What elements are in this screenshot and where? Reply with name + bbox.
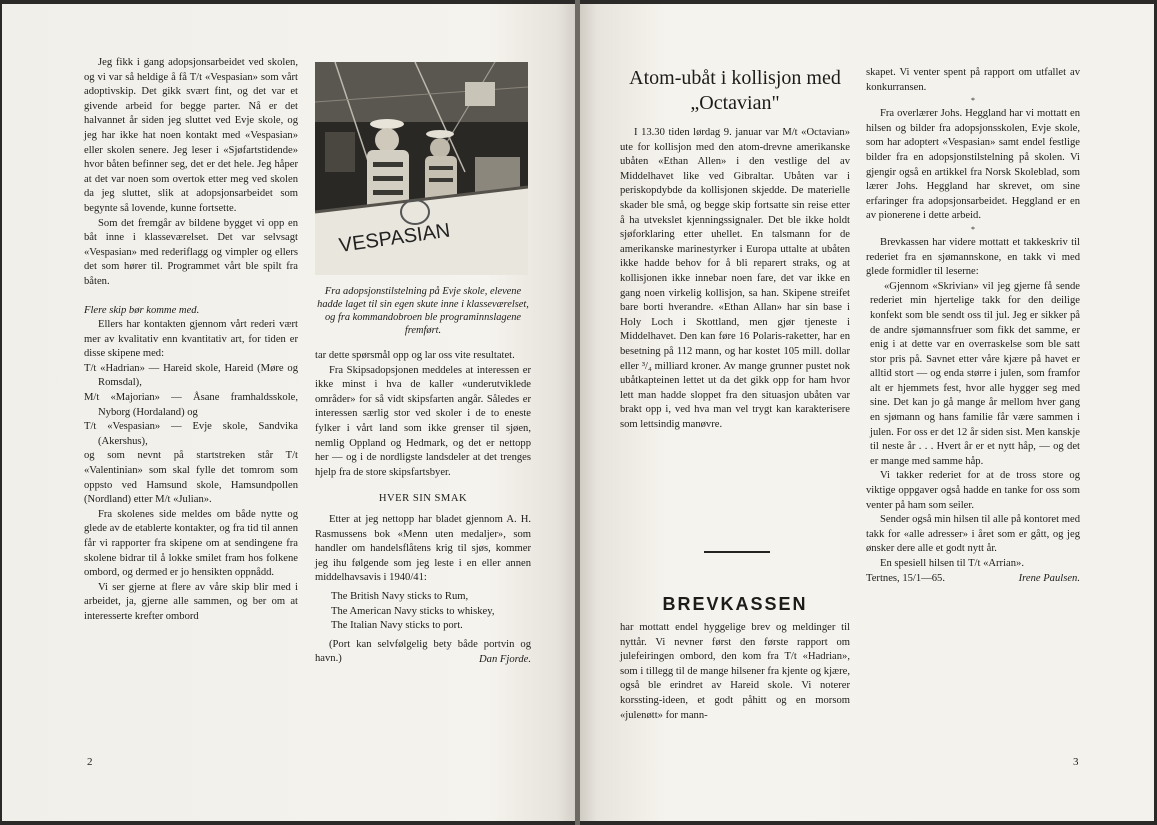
left-column-2	[315, 349, 531, 667]
paragraph: Ellers har kontakten gjennom vårt rederi vært mer av kvalitativ enn kvantitativ art, for tiden er disse skipene med:	[84, 319, 298, 360]
list-item: T/t «Hadrian» — Hareid skole, Hareid (Møre og Romsdal),	[84, 362, 298, 389]
subheading: Flere skip bør komme med.	[84, 304, 200, 316]
ship-name-painted: VESPASIAN	[337, 219, 452, 257]
paragraph: I 13.30 tiden lørdag 9. januar var M/t «Octavian» ute for kollisjon med den atom-drevne amerikanske ubåten «Ethan Allen» i den vestlige del av Middelhavet like ved Gibraltar. Ubåten var i periskopdybde da kollisjonen skjedde. De materielle skader ble små, og begge skip fortsatte sin reise etter å ha utvekslet kjenningssignaler. Det ble ikke holdt sjøforklaring etter uhellet. En talsmann for de amerikanske marinestyrker i Europa uttalte at ubåten ikke hadde behov for å bli reparert straks, og at kollisjonen ikke innebar noen fare, det var ikke en gang noen virkelig kollisjon, sa han. Skipene streifet bare borti hverandre. «Ethan Allan» har sin base i Holy Loch i Skottland, men gjør tjeneste i Middelhavet. Den kan føre 16 Polaris-raketter, har en besetning på 112 mann, og har kostet 105 mill. dollar eller ³/₄ milliard kroner. Av mange grunner pustet nok ubåtkapteinen lettet ut da det gikk opp for ham hvor lett man hadde sloppet fra den situasjon ubåten var brakt opp i, ved hva man vel trygt kan karakterisere som lettsindig manøvre.	[620, 127, 850, 430]
letter-signature	[866, 572, 1080, 587]
list-item: M/t «Majorian» — Åsane framhaldsskole, Nyborg (Hordaland) og	[84, 392, 298, 418]
brevkassen-heading: BREVKASSEN	[662, 594, 808, 614]
signer-name: Irene Paulsen.	[1018, 572, 1080, 584]
classroom-ship-photo	[315, 62, 528, 275]
paragraph: Fra skolenes side meldes om både nytte og glede av de etablerte kontakter, og fra tid til annen får vi rapporter fra skipene om at sendingene fra skolene bidrar til å lokke smilet fram hos folkene ombord, og dermed er jo hensikten oppnådd.	[84, 508, 298, 579]
place-date: Tertnes, 15/1—65.	[866, 572, 945, 584]
verse-line: The Italian Navy sticks to port.	[331, 620, 463, 632]
left-column-1	[84, 56, 298, 625]
paragraph: tar dette spørsmål opp og lar oss vite resultatet.	[315, 350, 515, 361]
list-item: T/t «Vespasian» — Evje skole, Sandvika (Akershus),	[84, 421, 298, 447]
right-column-1	[620, 126, 850, 432]
separator-asterisk: *	[971, 96, 975, 106]
paragraph: (Port kan selvfølgelig bety både portvin og havn.)	[315, 638, 531, 665]
paragraph: Vi ser gjerne at flere av våre skip blir med i arbeidet, ja, gjerne alle sammen, og ber om at interesserte krefter ombord	[84, 581, 298, 622]
right-column-2	[866, 66, 1080, 586]
brevkassen-intro	[620, 621, 850, 723]
section-divider	[704, 551, 770, 553]
verse-line: The American Navy sticks to whiskey,	[331, 605, 495, 617]
paragraph: Vi takker rederiet for at de tross store og viktige oppgaver også hadde en tanke for oss som venter på ham som seiler.	[866, 470, 1080, 511]
verse-line: The British Navy sticks to Rum,	[331, 590, 469, 602]
photo-caption: Fra adopsjonstilstelning på Evje skole, elevene hadde laget til sin egen skute inne i klasseværelset, og fra kommandobroen ble programinnslagene fremført.	[317, 286, 529, 336]
paragraph: Fra Skipsadopsjonen meddeles at interessen er ikke minst i hva de kaller «underutviklede områder» for så vidt skipsfarten angår. Således er interessen særlig stor ved skoler i de to eneste fylker i vårt land som ikke grenser til sjøen, nemlig Oppland og Hedmark, og det er nettopp her — og i de nordligste landsdeler at det trenges hjelp fra de store skipsfartsbyer.	[315, 364, 531, 478]
left-page	[2, 4, 575, 821]
page-number: 3	[1073, 756, 1079, 768]
separator-asterisk: *	[971, 224, 975, 234]
section-heading: HVER SIN SMAK	[378, 493, 468, 505]
paragraph: har mottatt endel hyggelige brev og meldinger til nyttår. Vi nevner først den første rapport om julefeiringen ombord, den kom fra T/t «Hadrian», som i tillegg til de mange hilsener fra kjente og kjære, også ble erindret av Hareid skole. Vi noterer korssting-ideen, et godt påhitt og en morsom «julenøtt» for mann-	[620, 622, 850, 721]
paragraph: og som nevnt på startstreken står T/t «Valentinian» som skal fylle det tomrom som oppsto ved Hamsund skole, Hamsundpollen (Nordland) etter M/t «Julian».	[84, 450, 298, 506]
paragraph: Som det fremgår av bildene bygget vi opp en båt inne i klasseværelset. Det var selvsagt «Vespasian» med rederiflagg og vimpler og ellers det som hører til. Programmet vårt ble spilt fra båten.	[84, 217, 298, 287]
author-signature: Dan Fjorde.	[479, 653, 531, 665]
right-page	[580, 4, 1154, 821]
paragraph: Sender også min hilsen til alle på kontoret med takk for «alle adresser» i året som er gått, og jeg ønsker dere alle et godt nytt år.	[866, 514, 1080, 555]
paragraph: Etter at jeg nettopp har bladet gjennom A. H. Rasmussens bok «Menn uten medaljer», som handler om handelsflåtens krig til sjøs, kommer jeg ihu følgende som jeg leste i en eller annen middelhavsavis i 1940/41:	[315, 513, 531, 584]
quoted-letter: «Gjennom «Skrivian» vil jeg gjerne få sende rederiet min hjertelige takk for den deilige konfekt som ble sendt oss til jul. Jeg er sikker på de andre sjømannsfruer som fikk det samme, er enig i at dette var en overraskelse som ble satt stor pris på. Savnet etter våre kjære på havet er alltid stort — og enda større i julen, som framfor alt er hjemmets fest, hvor alle hygger seg med sine. Det kan jo gå mange år mellom hver gang en sjømann og hans familie får være sammen i julen. For oss er det 12 år siden sist. Men kanskje til neste år . . . Hvert år er et nytt håp, — og det er mange med samme håp.	[870, 280, 1080, 467]
page-number: 2	[87, 756, 93, 768]
paragraph: Fra overlærer Johs. Heggland har vi mottatt en hilsen og bilder fra adopsjonsskolen, Evje skole, som har adoptert «Vespasian» samt endel festlige bilder fra en adopsjonstilstelning på skolen. Vi gjengir også en artikkel fra Norsk Skoleblad, som lærer Johs. Heggland har skrevet, om sine erfaringer fra adopsjonsarbeidet. Heggland er en av pionerene i dette arbeid.	[866, 108, 1080, 222]
article-title: Atom-ubåt i kollisjon med „Octavian"	[629, 67, 841, 114]
paragraph: En spesiell hilsen til T/t «Arrian».	[880, 558, 1024, 569]
paragraph: Brevkassen har videre mottatt et takkeskriv til rederiet fra en sjømannskone, en takk vi med glede formidler til leserne:	[866, 236, 1080, 278]
paragraph: skapet. Vi venter spent på rapport om utfallet av konkurransen.	[866, 67, 1080, 93]
paragraph: Jeg fikk i gang adopsjonsarbeidet ved skolen, og vi var så heldige å få T/t «Vespasian» som vårt adoptivskip. Det gikk svært fint, og det var et givende arbeid for begge parter. Nå er det halvannet år siden jeg sluttet ved Evje skole, og jeg har ikke hat noen kontakt med «Vespasian» eller skolen senere. Jeg leser i «Sjøfartstidende» hvor båten befinner seg, det er det hele. Jeg håper at det var noen som overtok etter meg ved skolen da jeg sluttet, slik at adopsjonsarbeidet som begynte så lovende, kunne fortsette.	[84, 57, 298, 214]
